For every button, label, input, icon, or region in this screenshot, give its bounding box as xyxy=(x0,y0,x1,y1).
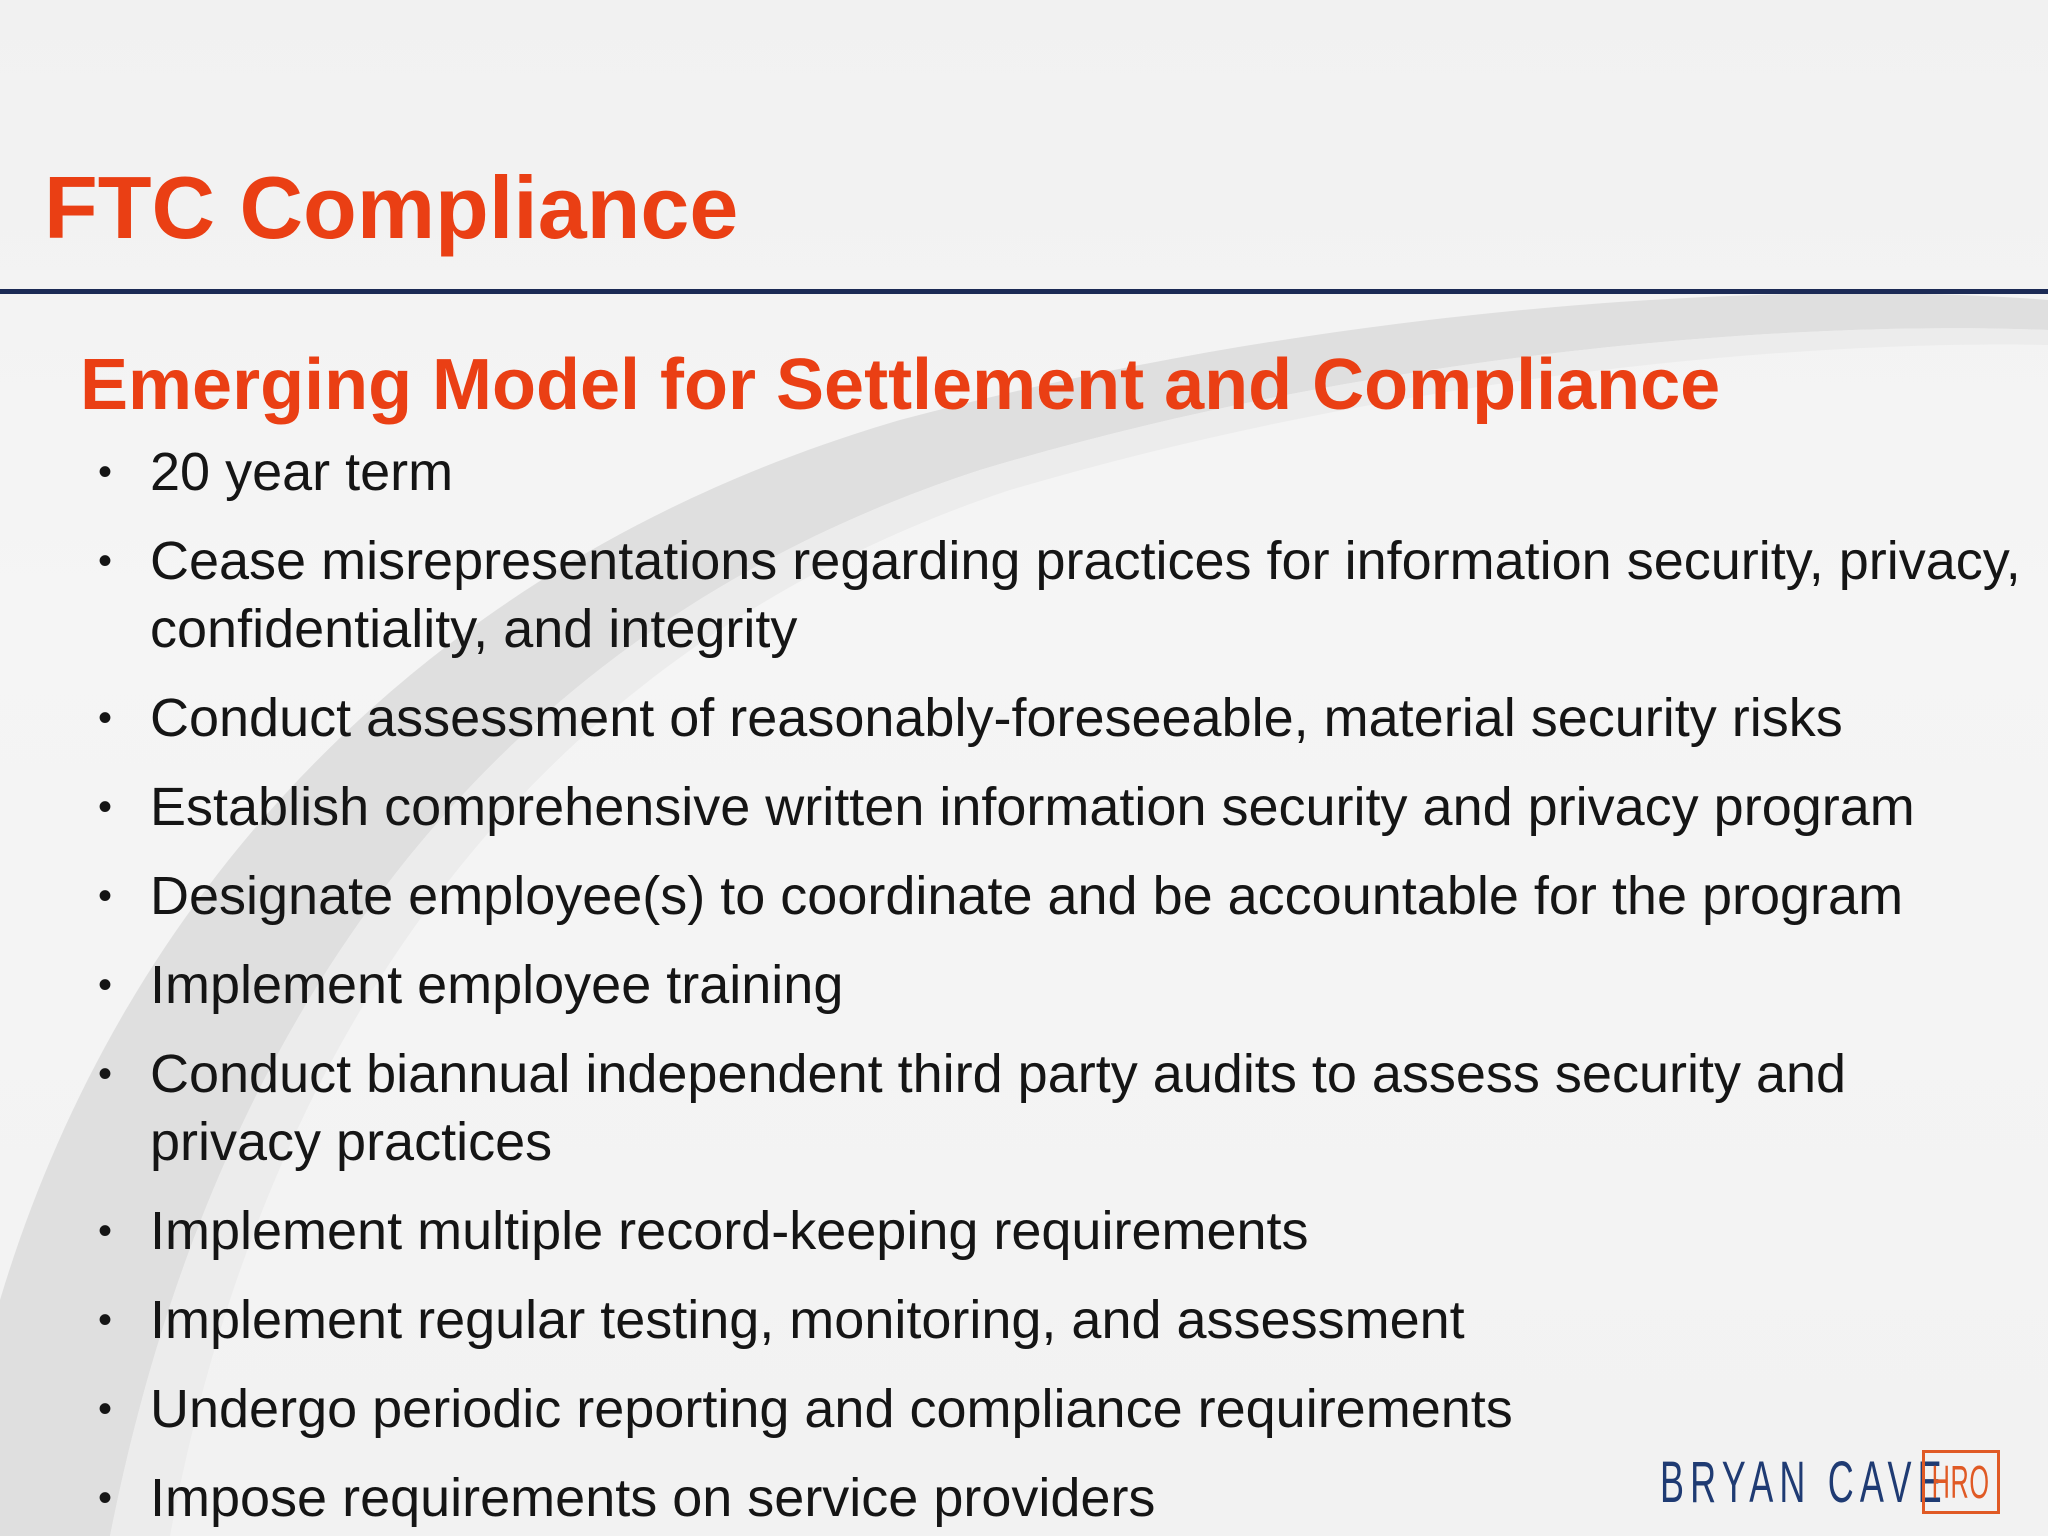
bullet-item xyxy=(98,1197,2028,1265)
bullet-item xyxy=(98,951,2028,1019)
bullet-item xyxy=(98,684,2028,752)
bullet-glyph: • xyxy=(98,696,113,740)
bullet-text: Implement multiple record-keeping requirements xyxy=(150,1201,1309,1261)
bullet-list xyxy=(98,438,2028,1536)
bullet-text: Impose requirements on service providers xyxy=(150,1468,1156,1528)
bullet-glyph: • xyxy=(98,450,113,494)
bullet-text: Conduct biannual independent third party audits to assess security and privacy practices xyxy=(150,1044,1847,1172)
bullet-text: Implement employee training xyxy=(150,955,844,1015)
slide-title: FTC Compliance xyxy=(44,158,739,257)
bullet-text: 20 year term xyxy=(150,442,454,502)
bullet-glyph: • xyxy=(98,874,113,918)
bullet-text: Undergo periodic reporting and compliance requirements xyxy=(150,1379,1513,1439)
bullet-glyph: • xyxy=(98,539,113,583)
bullet-glyph: • xyxy=(98,963,113,1007)
logo-wordmark: BRYAN CAVE xyxy=(1660,1449,1948,1515)
bullet-item xyxy=(98,438,2028,506)
company-logo xyxy=(1660,1446,2048,1518)
bullet-glyph: • xyxy=(98,1052,113,1096)
bullet-item xyxy=(98,1286,2028,1354)
bullet-text: Cease misrepresentations regarding practices for information security, privacy, confidentiality, and integrity xyxy=(150,531,2021,659)
title-divider xyxy=(0,289,2048,294)
bullet-glyph: • xyxy=(98,1476,113,1520)
bullet-item xyxy=(98,1375,2028,1443)
bullet-item xyxy=(98,773,2028,841)
bullet-glyph: • xyxy=(98,785,113,829)
bullet-glyph: • xyxy=(98,1298,113,1342)
bullet-item xyxy=(98,1040,2028,1176)
bullet-glyph: • xyxy=(98,1387,113,1431)
bullet-text: Implement regular testing, monitoring, and assessment xyxy=(150,1290,1465,1350)
bullet-glyph: • xyxy=(98,1209,113,1253)
bullet-item xyxy=(98,527,2028,663)
bullet-text: Designate employee(s) to coordinate and be accountable for the program xyxy=(150,866,1904,926)
logo-badge-text: HRO xyxy=(1932,1456,1990,1508)
bullet-text: Conduct assessment of reasonably-foreseeable, material security risks xyxy=(150,688,1843,748)
bullet-text: Establish comprehensive written information security and privacy program xyxy=(150,777,1915,837)
logo-badge xyxy=(1922,1450,2000,1514)
bullet-item xyxy=(98,862,2028,930)
slide-subtitle: Emerging Model for Settlement and Compliance xyxy=(80,345,1721,425)
